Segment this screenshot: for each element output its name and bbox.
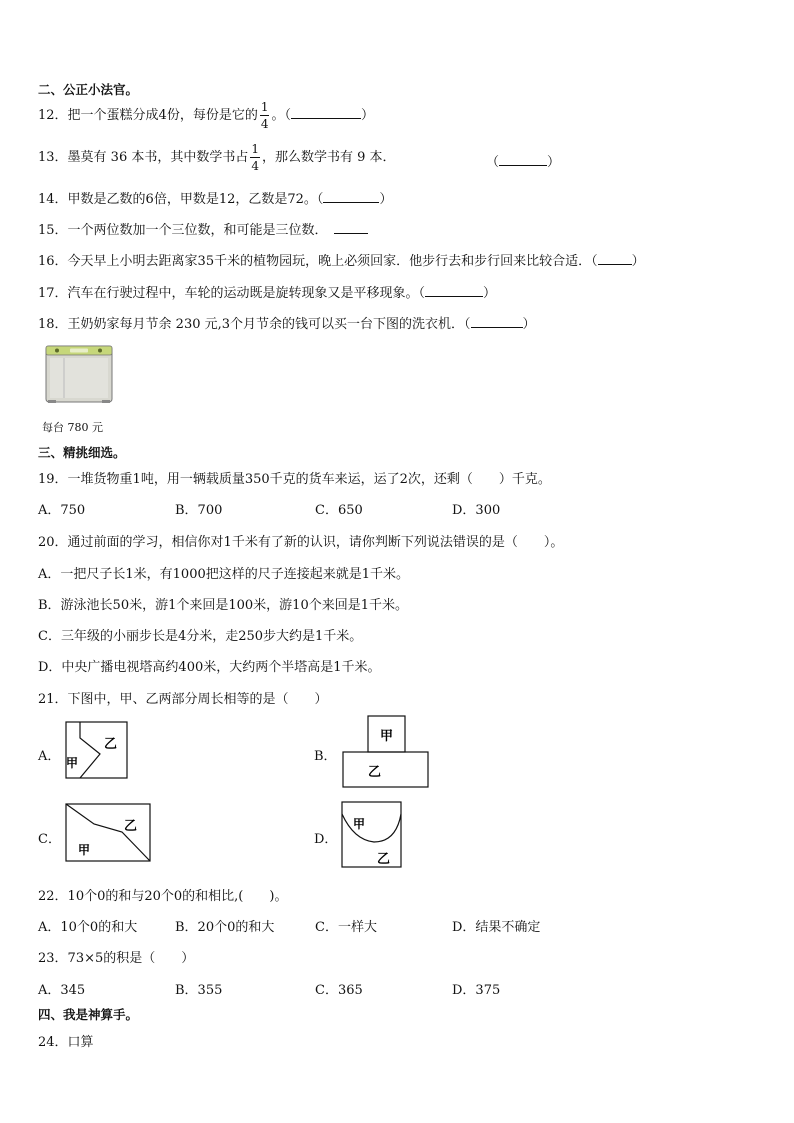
q21-figure-d[interactable] <box>340 800 404 870</box>
fraction-one-quarter: $\frac{1}{4}$ <box>260 100 269 131</box>
q22-option-c[interactable]: C．一样大 <box>315 920 377 935</box>
question-14: 14．甲数是乙数的6倍，甲数是12，乙数是72。（ ） <box>38 192 393 207</box>
q21-figure-a[interactable] <box>64 720 130 782</box>
label-jia: 甲 <box>353 817 366 831</box>
q21-figure-b[interactable] <box>340 714 432 790</box>
section-2-title: 二、公正小法官。 <box>38 82 139 97</box>
answer-blank[interactable] <box>291 106 361 119</box>
q23-option-a[interactable]: A．345 <box>38 983 86 998</box>
question-22: 22．10个0的和与20个0的和相比,( )。 <box>38 889 288 904</box>
answer-blank[interactable] <box>334 221 368 234</box>
question-16: 16．今天早上小明去距离家35千米的植物园玩，晚上必须回家．他步行去和步行回来比较合适．（ ） <box>38 254 645 269</box>
answer-blank[interactable] <box>598 252 632 265</box>
label-yi: 乙 <box>368 765 382 780</box>
question-21: 21．下图中，甲、乙两部分周长相等的是（ ） <box>38 692 328 707</box>
q21-option-b[interactable]: B． <box>314 749 337 764</box>
q21-figure-c[interactable] <box>64 802 154 864</box>
q23-option-b[interactable]: B．355 <box>175 983 223 998</box>
label-yi: 乙 <box>104 737 118 752</box>
question-18: 18．王奶奶家每月节余 230 元,3个月节余的钱可以买一台下图的洗衣机．（ ） <box>38 317 536 332</box>
q20-option-d[interactable]: D．中央广播电视塔高约400米，大约两个半塔高是1千米。 <box>38 660 381 675</box>
q19-option-d[interactable]: D．300 <box>452 503 501 518</box>
question-13: 13．墨莫有 36 本书，其中数学书占 $\frac{1}{4}$ ，那么数学书有 9 本． <box>38 142 396 173</box>
q20-option-b[interactable]: B．游泳池长50米，游1个来回是100米，游10个来回是1千米。 <box>38 598 408 613</box>
fraction-one-quarter: $\frac{1}{4}$ <box>251 142 259 173</box>
question-13-answer: （ ） <box>486 155 561 170</box>
q23-option-d[interactable]: D．375 <box>452 983 501 998</box>
answer-blank[interactable] <box>471 315 523 328</box>
washer-price-caption: 每台 780 元 <box>42 421 103 434</box>
answer-blank[interactable] <box>323 190 379 203</box>
label-jia: 甲 <box>78 843 91 857</box>
question-19: 19．一堆货物重1吨，用一辆载质量350千克的货车来运，运了2次，还剩（ ）千克。 <box>38 472 551 487</box>
label-yi: 乙 <box>377 852 391 867</box>
section-3-title: 三、精挑细选。 <box>38 445 126 460</box>
q20-option-c[interactable]: C．三年级的小丽步长是4分米，走250步大约是1千米。 <box>38 629 363 644</box>
question-20: 20．通过前面的学习，相信你对1千米有了新的认识，请你判断下列说法错误的是（ ）。 <box>38 535 564 550</box>
question-17: 17．汽车在行驶过程中，车轮的运动既是旋转现象又是平移现象。（ ） <box>38 286 497 301</box>
question-24: 24．口算 <box>38 1035 94 1050</box>
q19-option-b[interactable]: B．700 <box>175 503 223 518</box>
q21-option-a[interactable]: A． <box>38 749 61 764</box>
q22-option-b[interactable]: B．20个0的和大 <box>175 920 275 935</box>
q22-option-d[interactable]: D．结果不确定 <box>452 920 541 935</box>
q19-option-a[interactable]: A．750 <box>38 503 86 518</box>
answer-blank[interactable] <box>499 153 547 166</box>
question-12: 12．把一个蛋糕分成4份，每份是它的 $\frac{1}{4}$ 。（ ） <box>38 100 374 131</box>
answer-blank[interactable] <box>425 284 483 297</box>
q19-option-c[interactable]: C．650 <box>315 503 363 518</box>
q22-option-a[interactable]: A．10个0的和大 <box>38 920 138 935</box>
label-jia: 甲 <box>66 756 79 770</box>
q21-option-d[interactable]: D． <box>314 832 338 847</box>
q21-option-c[interactable]: C． <box>38 832 61 847</box>
label-jia: 甲 <box>380 729 394 744</box>
q20-option-a[interactable]: A．一把尺子长1米，有1000把这样的尺子连接起来就是1千米。 <box>38 567 410 582</box>
label-yi: 乙 <box>124 819 138 834</box>
section-4-title: 四、我是神算手。 <box>38 1007 139 1022</box>
q23-option-c[interactable]: C．365 <box>315 983 363 998</box>
question-23: 23．73×5的积是（ ） <box>38 951 195 966</box>
washing-machine-icon <box>42 340 118 408</box>
question-15: 15．一个两位数加一个三位数，和可能是三位数． <box>38 219 368 238</box>
